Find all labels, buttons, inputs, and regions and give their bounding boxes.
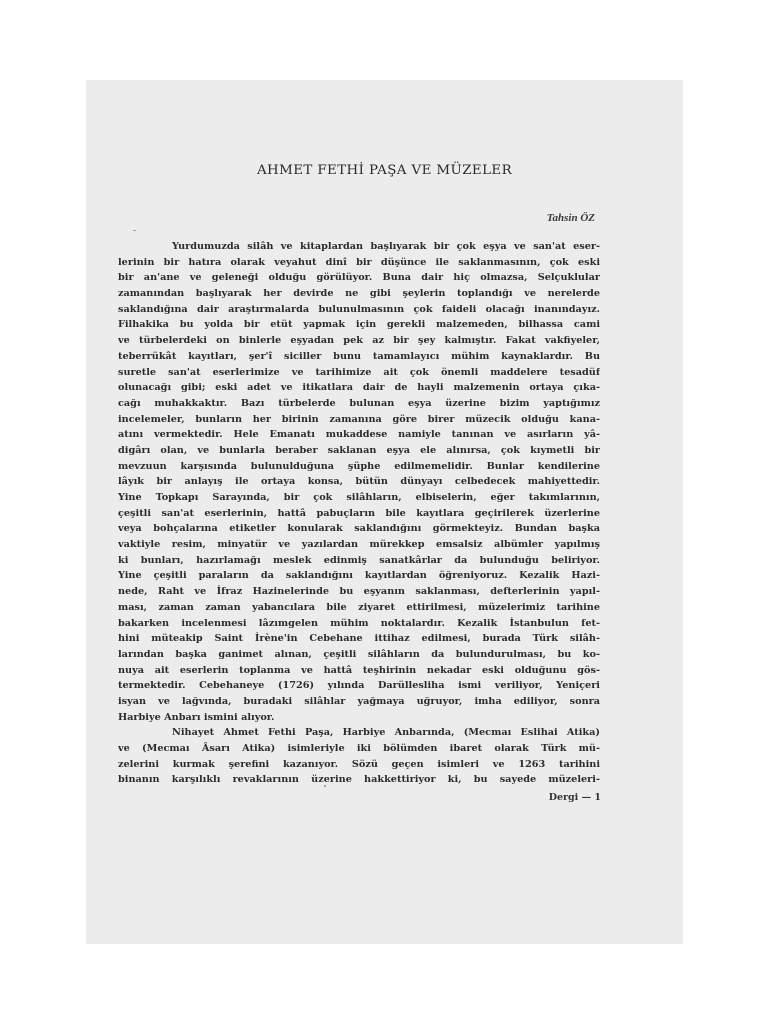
body-line: Yine Topkapı Sarayında, bir çok silâhların, elbiselerin, eğer takımlarının, <box>118 492 600 503</box>
body-line: hini müteakip Saint İrène'in Cebehane ittihaz edilmesi, burada Türk silâh- <box>118 633 600 645</box>
body-line: isyan ve lağvında, buradaki silâhlar yağmaya uğruyor, imha ediliyor, sonra <box>118 695 600 707</box>
body-line: nuya ait eserlerin toplanma ve hattâ teşhirinin nekadar eski olduğunu gös- <box>118 664 600 676</box>
body-line: incelemeler, bunların her birinin zamanına göre birer müzecik olduğu kana- <box>118 413 600 425</box>
body-line: binanın karşılıklı revaklarının üzerine hakkettiriyor ki, bu sayede müzeleri- <box>118 774 600 786</box>
body-line: Nihayet Ahmet Fethi Paşa, Harbiye Anbarında, (Mecmaı Eslihai Atika) <box>172 727 600 739</box>
body-line: Yurdumuzda silâh ve kitaplardan başlıyarak bir çok eşya ve san'at eser- <box>172 241 600 252</box>
body-line: olunacağı gibi; eski adet ve itikatlara dair de hayli malzemenin ortaya çıka- <box>118 382 600 394</box>
body-line: Harbiye Anbarı ismini alıyor. <box>118 711 275 723</box>
article-title: AHMET FETHİ PAŞA VE MÜZELER <box>256 163 513 178</box>
body-line: bir an'ane ve geleneği olduğu görülüyor. Buna dair hiç olmazsa, Selçuklular <box>118 272 600 284</box>
author-name: Tahsin ÖZ <box>546 212 595 224</box>
body-line: termektedir. Cebehaneye (1726) yılında Darüllesliha ismi veriliyor, Yeniçeri <box>118 680 600 692</box>
article-body <box>118 239 600 788</box>
body-line: larından başka ganimet alınan, çeşitli silâhların da bulundurulması, bu ko- <box>118 648 600 660</box>
body-line: ve türbelerdeki on binlerle eşyadan pek az bir şey kalmıştır. Fakat vakfiyeler, <box>118 335 600 347</box>
body-line: zelerini kurmak şerefini kazanıyor. Sözü geçen isimleri ve 1263 tarihini <box>118 758 600 770</box>
body-line: lerinin bir hatıra olarak veyahut dinî bir düşünce ile saklanmasının, çok eski <box>118 256 600 268</box>
body-line: lâyık bir anlayış ile ortaya konsa, bütün dünyayı celbedecek mahiyettedir. <box>118 476 600 488</box>
body-line: zamanından başlıyarak her devirde ne gibi şeylerin toplandığı ve nerelerde <box>118 288 600 300</box>
body-line: digârı olan, ve bunlarla beraber saklanan eşya ele alınırsa, çok kıymetli bir <box>118 444 600 456</box>
body-line: nede, Raht ve İfraz Hazinelerinde bu eşyanın saklanması, defterlerinin yapıl- <box>118 586 600 598</box>
body-line: mevzuun karşısında bulunulduğuna şüphe edilmemelidir. Bunlar kendilerine <box>118 460 600 472</box>
body-line: ması, zaman zaman yabancılara bile ziyaret ettirilmesi, müzelerimiz tarihine <box>118 601 600 613</box>
body-line: cağı muhakkaktır. Bazı türbelerde bulunan eşya üzerine bizim yaptığımız <box>118 397 600 409</box>
body-line: Filhakika bu yolda bir etüt yapmak için gerekli malzemeden, bilhassa cami <box>118 319 600 331</box>
body-line: teberrükât kayıtları, şer'î siciller bunu tamamlayıcı mühim kaynaklardır. Bu <box>118 350 600 362</box>
body-line: Yine çeşitli paraların da saklandığını kayıtlardan öğreniyoruz. Kezalik Hazi- <box>118 570 600 582</box>
body-line: saklandığına dair araştırmalarda bulunulmasının çok faideli olacağı inanındayız. <box>118 303 600 315</box>
page-footer: Dergi — 1 <box>548 792 601 803</box>
body-line: suretle san'at eserlerimize ve tarihimize ait çok önemli maddelere tesadüf <box>118 366 600 378</box>
body-line: bakarken incelenmesi lâzımgelen mühim noktalardır. Kezalik İstanbulun fet- <box>118 617 600 629</box>
body-line: vaktiyle resim, minyatür ve yazılardan mürekkep emsalsiz albümler yapılmış <box>118 539 600 551</box>
document-page <box>86 80 683 944</box>
body-line: ki bunları, hazırlamağı meslek edinmiş sanatkârlar da bulunduğu beliriyor. <box>118 554 600 566</box>
body-line: atını vermektedir. Hele Emanatı mukaddese namiyle tanınan ve asırların yâ- <box>118 429 600 441</box>
body-line: ve (Mecmaı Âsarı Atika) isimleriyle iki bölümden ibaret olarak Türk mü- <box>118 743 600 754</box>
scan-speck <box>324 785 326 787</box>
body-line: çeşitli san'at eserlerinin, hattâ pabuçların bile kayıtlara geçirilerek üzerlerine <box>118 507 600 519</box>
scan-speck <box>133 230 136 231</box>
body-line: veya bohçalarına etiketler konularak saklandığını görmekteyiz. Bundan başka <box>118 523 600 535</box>
